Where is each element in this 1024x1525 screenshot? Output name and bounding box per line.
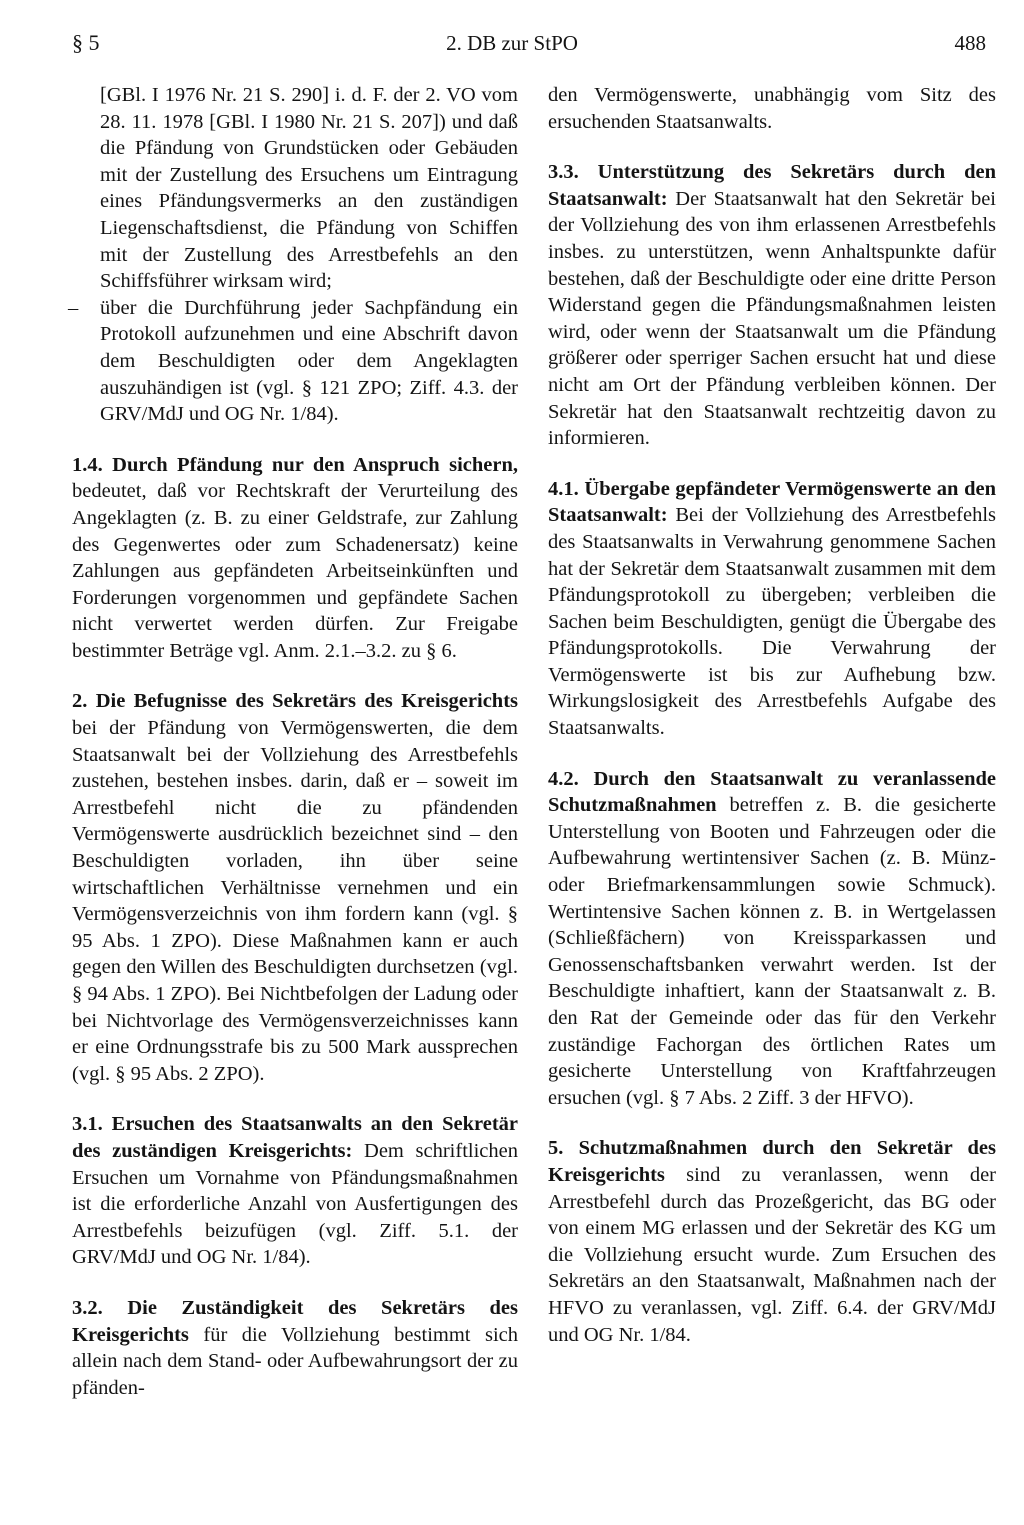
list-item [68,295,518,428]
running-title: 2. DB zur StPO [446,31,578,55]
paragraph-heading: 4.2. Durch den Staatsanwalt zu veranlassende Schutzmaßnahmen [548,767,996,817]
list-item [72,82,518,295]
list-item-text: über die Durchführung jeder Sachpfändung ein Protokoll aufzunehmen und eine Abschrift davon dem Beschuldigten oder dem Angeklagten auszuhändigen ist (vgl. § 121 ZPO; Ziff. 4.3. der GRV/MdJ und OG Nr. 1/84). [100,296,518,426]
paragraph-heading: 3.1. Ersuchen des Staatsanwalts an den Sekretär des zuständigen Kreisgerichts: [72,1113,518,1162]
paragraph-3-3 [548,159,996,452]
left-column [68,82,518,1401]
paragraph-3-2 [72,1295,518,1401]
dash-bullet: – [68,296,79,319]
paragraph-heading: 2. Die Befugnisse des Sekretärs des Kreisgerichts [72,690,518,713]
paragraph-2 [72,688,518,1087]
page-number: 488 [954,31,986,55]
paragraph-body: Bei der Vollziehung des Arrestbefehls des Staatsanwalts in Verwahrung genommene Sachen hat der Sekretär dem Staatsanwalt zusammen mit dem Pfändungsprotokoll zu übergeben; verbleiben die Sachen beim Beschuldigten, genügt die Übergabe des Pfändungsprotokolls. Die Verwahrung der Vermögenswerte ist bis zur Aufhebung bzw. Wirkungslosigkeit des Arrestbefehls Aufgabe des Staatsanwalts. [548,504,996,740]
paragraph-1-4 [72,452,518,665]
paragraph-body: bei der Pfändung von Vermögenswerten, die dem Staatsanwalt bei der Vollziehung des Arrestbefehls zustehen, bestehen insbes. darin, daß er – soweit im Arrestbefehl nicht die zu pfändenden Vermögenswerte ausdrücklich bezeichnet sind – den Beschuldigten vorladen, ihn über seine wirtschaftlichen Verhältnisse vernehmen und ein Vermögensverzeichnis von ihm fordern kann (vgl. § 95 Abs. 1 ZPO). Diese Maßnahmen kann er auch gegen den Willen des Beschuldigten durchsetzen (vgl. § 94 Abs. 1 ZPO). Bei Nichtbefolgen der Ladung oder bei Nichtvorlage des Vermögensverzeichnisses kann er eine Ordnungsstrafe bis zu 500 Mark aussprechen (vgl. § 95 Abs. 2 ZPO). [72,717,518,1085]
right-column [548,82,996,1348]
paragraph-4-2 [548,766,996,1112]
paragraph-body: für die Vollziehung bestimmt sich allein nach dem Stand- oder Aufbewahrungsort der zu pfänden- [72,1323,518,1399]
paragraph-heading: 3.2. Die Zuständigkeit des Sekretärs des Kreisgerichts [72,1296,518,1346]
paragraph-heading: 3.3. Unterstützung des Sekretärs durch den Staatsanwalt: [548,161,996,210]
paragraph-3-1 [72,1111,518,1271]
paragraph-body: Der Staatsanwalt hat den Sekretär bei der Vollziehung des von ihm erlassenen Arrestbefehls insbes. zu unterstützen, wenn Anhaltspunkte dafür bestehen, daß der Beschuldigte oder eine dritte Person Widerstand gegen die Pfändungsmaßnahmen leisten wird, oder wenn der Staatsanwalt um die Pfändung größerer oder sperriger Sachen ersucht hat und diese nicht am Ort der Pfändung verbleiben können. Der Sekretär hat den Staatsanwalt rechtzeitig davon zu informieren. [548,187,996,450]
paragraph-body: bedeutet, daß vor Rechtskraft der Verurteilung des Angeklagten (z. B. zu einer Geldstrafe, zur Zahlung des Gegenwertes oder zum Schadenersatz) keine Zahlungen aus gepfändeten Arbeitseinkünften und Forderungen vorgenommen und gepfändete Sachen nicht verwertet werden dürfen. Zur Freigabe bestimmter Beträge vgl. Anm. 2.1.–3.2. zu § 6. [72,480,518,662]
paragraph-4-1 [548,476,996,742]
dash-list [68,82,518,428]
continuation-text: den Vermögenswerte, unabhängig vom Sitz des ersuchenden Staatsanwalts. [548,84,996,133]
paragraph-heading: 4.1. Übergabe gepfändeter Vermögenswerte an den Staatsanwalt: [548,477,996,527]
paragraph-body: sind zu veranlassen, wenn der Arrestbefehl durch das Prozeßgericht, das BG oder von einem MG erlassen und der Sekretär des KG um die Vollziehung ersucht wurde. Zum Ersuchen des Sekretärs an den Staatsanwalt, Maßnahmen nach der HFVO zu veranlassen, vgl. Ziff. 6.4. der GRV/MdJ und OG Nr. 1/84. [548,1163,996,1346]
paragraph-body: Dem schriftlichen Ersuchen um Vornahme von Pfändungsmaßnahmen ist die erforderliche Anzahl von Ausfertigungen des Arrestbefehls beizufügen (vgl. Ziff. 5.1. der GRV/MdJ und OG Nr. 1/84). [72,1139,518,1269]
section-marker: § 5 [72,30,100,55]
list-item-text: [GBl. I 1976 Nr. 21 S. 290] i. d. F. der 2. VO vom 28. 11. 1978 [GBl. I 1980 Nr. 21 S. 207]) und daß die Pfändung von Grundstücken oder Gebäuden mit der Zustellung des Ersuchens um Eintragung eines Pfändungsvermerks an den zuständigen Liegenschaftsdienst, die Pfändung von Schiffen mit der Zustellung des Arrestbefehls an den Schiffsführer wirksam wird; [100,84,518,293]
paragraph-heading: 1.4. Durch Pfändung nur den Anspruch sichern, [72,453,518,476]
paragraph-5 [548,1135,996,1348]
paragraph-heading: 5. Schutzmaßnahmen durch den Sekretär des Kreisgerichts [548,1137,996,1186]
paragraph-body: betreffen z. B. die gesicherte Unterstellung von Booten und Fahrzeugen oder die Aufbewahrung wertintensiver Sachen (z. B. Münz- oder Briefmarkensammlungen sowie Schmuck). Wertintensive Sachen können z. B. in Wertgelassen (Schließfächern) von Kreissparkassen und Genossenschaftsbanken verwahrt werden. Ist der Beschuldigte inhaftiert, kann der Staatsanwalt z. B. den Rat der Gemeinde oder das für den Verkehr zuständige Fachorgan des örtlichen Rates um gesicherte Unterstellung von Kraftfahrzeugen ersuchen (vgl. § 7 Abs. 2 Ziff. 3 der HFVO). [548,794,996,1109]
